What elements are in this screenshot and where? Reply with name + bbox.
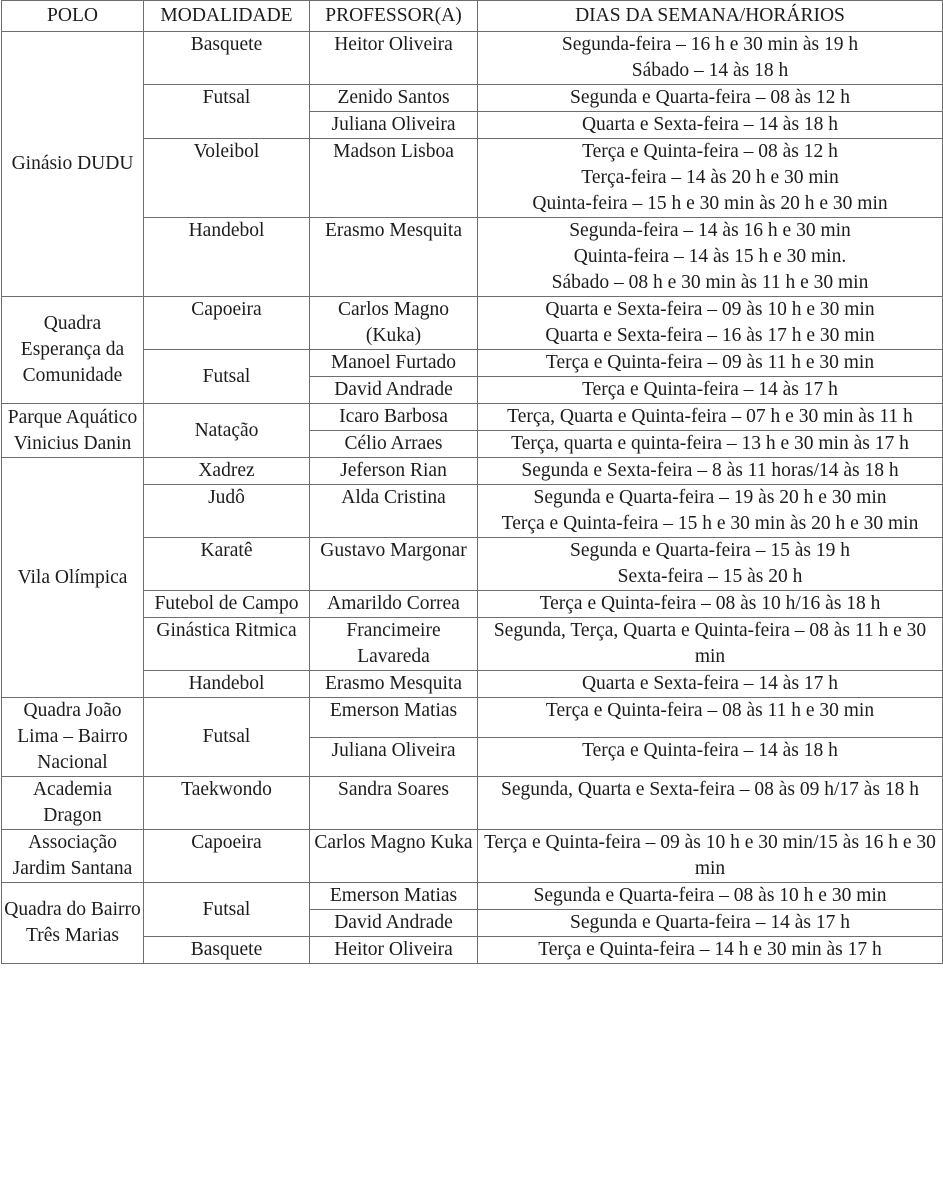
horario-line: Sábado – 14 às 18 h	[631, 60, 789, 81]
professor-cell: Francimeire Lavareda	[310, 618, 478, 671]
polo-cell: Quadra Esperança da Comunidade	[2, 297, 144, 404]
header-horarios: DIAS DA SEMANA/HORÁRIOS	[478, 1, 943, 32]
horario-line: Sábado – 08 h e 30 min às 11 h e 30 min	[551, 272, 869, 293]
horario-line: Quarta e Sexta-feira – 14 às 17 h	[581, 673, 839, 694]
horario-line: Segunda, Terça, Quarta e Quinta-feira – 08 às 11 h e 30 min	[493, 620, 927, 667]
professor-cell: Heitor Oliveira	[310, 937, 478, 964]
table-row	[2, 618, 943, 671]
professor-cell: Jeferson Rian	[310, 458, 478, 485]
horarios-cell	[478, 297, 943, 350]
table-row	[2, 218, 943, 297]
schedule-table	[1, 0, 943, 964]
table-row	[2, 777, 943, 830]
horario-line: Quinta-feira – 15 h e 30 min às 20 h e 30 min	[532, 193, 888, 214]
horarios-cell	[478, 458, 943, 485]
horarios-cell	[478, 777, 943, 830]
horario-line: Terça e Quinta-feira – 09 às 11 h e 30 min	[545, 352, 875, 373]
header-polo: POLO	[2, 1, 144, 32]
modalidade-cell: Judô	[144, 485, 310, 538]
horarios-cell	[478, 431, 943, 458]
professor-cell: Heitor Oliveira	[310, 32, 478, 85]
horarios-cell	[478, 377, 943, 404]
horarios-cell	[478, 698, 943, 738]
table-row	[2, 830, 943, 883]
horarios-cell	[478, 350, 943, 377]
professor-cell: Manoel Furtado	[310, 350, 478, 377]
horario-line: Segunda-feira – 16 h e 30 min às 19 h	[561, 34, 859, 55]
professor-cell: Sandra Soares	[310, 777, 478, 830]
horario-line: Segunda e Sexta-feira – 8 às 11 horas/14 às 18 h	[521, 460, 899, 481]
professor-cell: Amarildo Correa	[310, 591, 478, 618]
horarios-cell	[478, 112, 943, 139]
horario-line: Segunda, Quarta e Sexta-feira – 08 às 09 h/17 às 18 h	[500, 779, 920, 800]
professor-cell: Emerson Matias	[310, 883, 478, 910]
modalidade-cell: Capoeira	[144, 830, 310, 883]
professor-cell: David Andrade	[310, 377, 478, 404]
modalidade-cell: Xadrez	[144, 458, 310, 485]
horario-line: Segunda e Quarta-feira – 15 às 19 h	[570, 540, 850, 561]
table-row	[2, 297, 943, 350]
table-row	[2, 85, 943, 112]
modalidade-cell: Basquete	[144, 32, 310, 85]
header-row	[2, 1, 943, 32]
table-row	[2, 698, 943, 738]
modalidade-cell: Karatê	[144, 538, 310, 591]
modalidade-cell: Futsal	[144, 350, 310, 404]
horarios-cell	[478, 830, 943, 883]
modalidade-cell: Futsal	[144, 883, 310, 937]
professor-cell: Zenido Santos	[310, 85, 478, 112]
table-row	[2, 671, 943, 698]
horarios-cell	[478, 85, 943, 112]
horario-line: Terça e Quinta-feira – 08 às 10 h/16 às 18 h	[539, 593, 881, 614]
polo-cell: Parque Aquático Vinicius Danin	[2, 404, 144, 458]
polo-cell: Ginásio DUDU	[2, 32, 144, 297]
horario-line: Segunda e Quarta-feira – 14 às 17 h	[570, 912, 850, 933]
table-row	[2, 139, 943, 218]
professor-cell: Alda Cristina	[310, 485, 478, 538]
horarios-cell	[478, 32, 943, 85]
horario-line: Quarta e Sexta-feira – 09 às 10 h e 30 min	[545, 299, 875, 320]
professor-cell: Juliana Oliveira	[310, 112, 478, 139]
modalidade-cell: Taekwondo	[144, 777, 310, 830]
table-row	[2, 538, 943, 591]
professor-cell: Erasmo Mesquita	[310, 218, 478, 297]
horario-line: Terça e Quinta-feira – 14 às 18 h	[582, 739, 838, 761]
modalidade-cell: Voleibol	[144, 139, 310, 218]
horario-line: Segunda e Quarta-feira – 19 às 20 h e 30 min	[533, 487, 887, 508]
table-row	[2, 404, 943, 431]
horarios-cell	[478, 591, 943, 618]
professor-cell: Carlos Magno Kuka	[310, 830, 478, 883]
professor-cell: Gustavo Margonar	[310, 538, 478, 591]
horarios-cell	[478, 538, 943, 591]
modalidade-cell: Basquete	[144, 937, 310, 964]
modalidade-cell: Futsal	[144, 85, 310, 139]
horarios-cell	[478, 139, 943, 218]
horarios-cell	[478, 618, 943, 671]
polo-cell: Quadra João Lima – Bairro Nacional	[2, 698, 144, 777]
polo-cell: Academia Dragon	[2, 777, 144, 830]
horario-line: Segunda e Quarta-feira – 08 às 12 h	[570, 87, 850, 108]
horario-line: Quarta e Sexta-feira – 16 às 17 h e 30 min	[545, 325, 875, 346]
horario-line: Quarta e Sexta-feira – 14 às 18 h	[581, 114, 839, 135]
horario-line: Terça e Quinta-feira – 08 às 12 h	[582, 141, 838, 162]
horarios-cell	[478, 218, 943, 297]
table-row	[2, 937, 943, 964]
horario-line: Quinta-feira – 14 às 15 h e 30 min.	[573, 246, 847, 267]
horario-line: Terça e Quinta-feira – 08 às 11 h e 30 min	[545, 700, 875, 721]
table-row	[2, 883, 943, 910]
horario-line: Terça e Quinta-feira – 14 h e 30 min às 17 h	[538, 939, 882, 960]
modalidade-cell: Handebol	[144, 671, 310, 698]
table-row	[2, 458, 943, 485]
table-row	[2, 485, 943, 538]
horario-line: Terça e Quinta-feira – 15 h e 30 min às 20 h e 30 min	[501, 513, 919, 534]
polo-cell: Associação Jardim Santana	[2, 830, 144, 883]
table-row	[2, 591, 943, 618]
modalidade-cell: Handebol	[144, 218, 310, 297]
table-row	[2, 32, 943, 85]
professor-cell: Erasmo Mesquita	[310, 671, 478, 698]
modalidade-cell: Natação	[144, 404, 310, 458]
professor-cell: Madson Lisboa	[310, 139, 478, 218]
horarios-cell	[478, 485, 943, 538]
professor-cell: Icaro Barbosa	[310, 404, 478, 431]
horarios-cell	[478, 404, 943, 431]
modalidade-cell: Futebol de Campo	[144, 591, 310, 618]
polo-cell: Vila Olímpica	[2, 458, 144, 698]
horarios-cell	[478, 937, 943, 964]
modalidade-cell: Capoeira	[144, 297, 310, 350]
modalidade-cell: Futsal	[144, 698, 310, 777]
professor-cell: Juliana Oliveira	[310, 737, 478, 777]
horario-line: Terça e Quinta-feira – 09 às 10 h e 30 min/15 às 16 h e 30 min	[484, 832, 936, 879]
table-row	[2, 350, 943, 377]
horario-line: Terça e Quinta-feira – 14 às 17 h	[582, 379, 838, 400]
horario-line: Terça, Quarta e Quinta-feira – 07 h e 30 min às 11 h	[507, 406, 913, 427]
horario-line: Segunda e Quarta-feira – 08 às 10 h e 30 min	[533, 885, 887, 906]
horarios-cell	[478, 737, 943, 777]
horarios-cell	[478, 671, 943, 698]
professor-cell: Célio Arraes	[310, 431, 478, 458]
horarios-cell	[478, 883, 943, 910]
horario-line: Terça-feira – 14 às 20 h e 30 min	[581, 167, 839, 188]
horario-line: Segunda-feira – 14 às 16 h e 30 min	[569, 220, 851, 241]
professor-cell: Emerson Matias	[310, 698, 478, 738]
modalidade-cell: Ginástica Ritmica	[144, 618, 310, 671]
professor-cell: Carlos Magno (Kuka)	[310, 297, 478, 350]
header-professor: PROFESSOR(A)	[310, 1, 478, 32]
horario-line: Terça, quarta e quinta-feira – 13 h e 30 min às 17 h	[511, 433, 909, 454]
header-modalidade: MODALIDADE	[144, 1, 310, 32]
horario-line: Sexta-feira – 15 às 20 h	[617, 566, 803, 587]
professor-cell: David Andrade	[310, 910, 478, 937]
polo-cell: Quadra do Bairro Três Marias	[2, 883, 144, 964]
horarios-cell	[478, 910, 943, 937]
